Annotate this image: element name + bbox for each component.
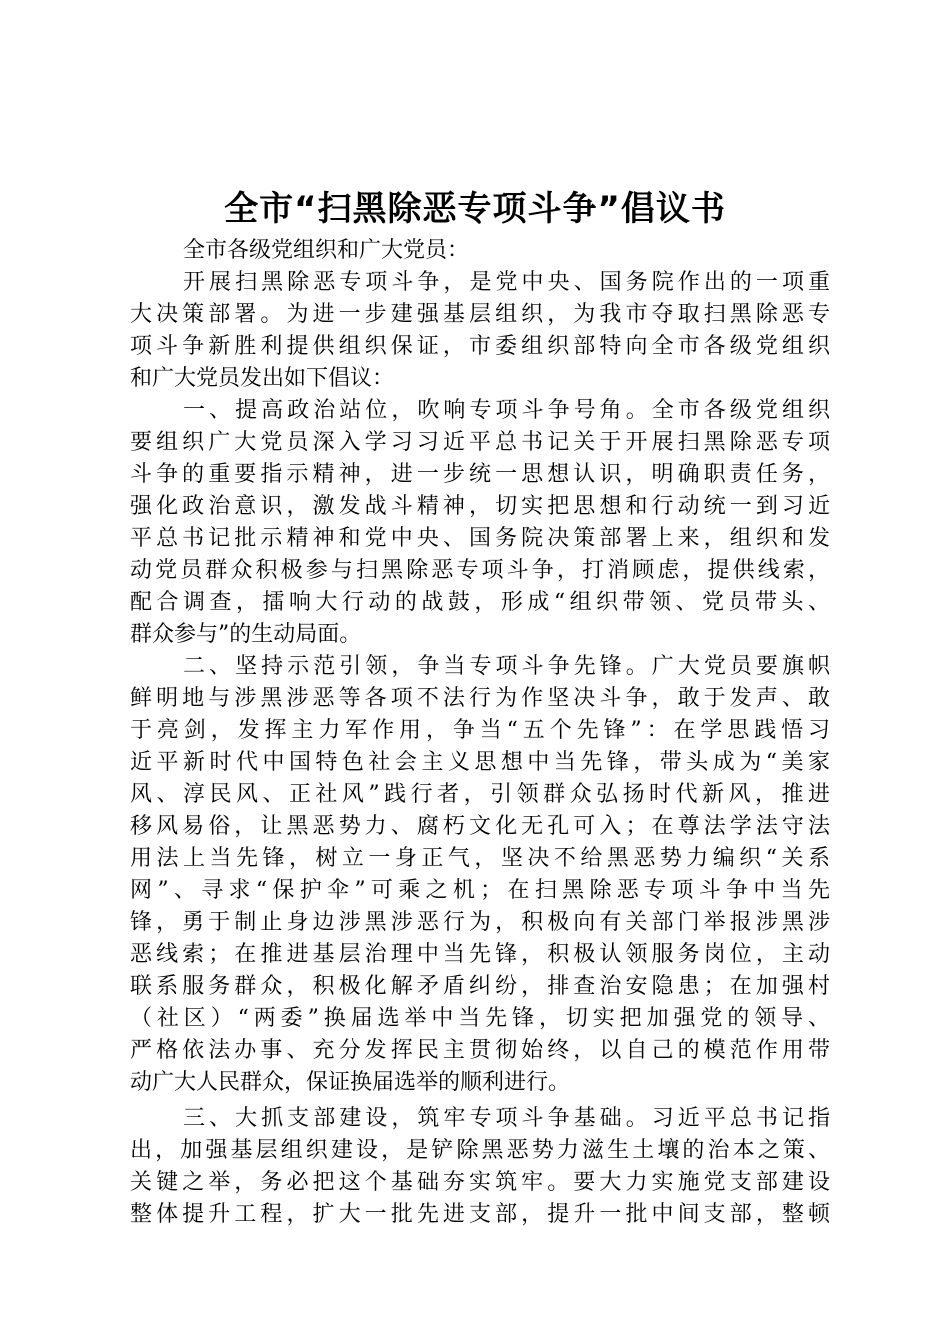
body-line: 项斗争新胜利提供组织保证，市委组织部特向全市各级党组织 — [130, 334, 830, 359]
body-line: 群众参与”的生动局面。 — [130, 622, 362, 647]
body-line: 风、淳民风、正社风”践行者，引领群众弘扬时代新风，推进 — [130, 782, 830, 807]
body-line: 动党员群众积极参与扫黑除恶专项斗争，打消顾虑，提供线索， — [130, 558, 830, 583]
body-line: 联系服务群众，积极化解矛盾纠纷，排查治安隐患；在加强村 — [130, 974, 830, 999]
section-heading-line: 一、提高政治站位，吹响专项斗争号角。全市各级党组织 — [183, 398, 830, 423]
body-line: 大决策部署。为进一步建强基层组织，为我市夺取扫黑除恶专 — [130, 302, 830, 327]
section-heading-line: 三、大抓支部建设，筑牢专项斗争基础。习近平总书记指 — [183, 1106, 830, 1131]
body-line: 锋，勇于制止身边涉黑涉恶行为，积极向有关部门举报涉黑涉 — [130, 910, 830, 935]
body-line: 动广大人民群众，保证换届选举的顺利进行。 — [130, 1070, 571, 1095]
body-line: 出，加强基层组织建设，是铲除黑恶势力滋生土壤的治本之策、 — [130, 1138, 830, 1163]
body-line: 和广大党员发出如下倡议： — [130, 366, 395, 391]
body-line: 移风易俗，让黑恶势力、腐朽文化无孔可入；在尊法学法守法 — [130, 814, 830, 839]
body-line: 整体提升工程，扩大一批先进支部，提升一批中间支部，整顿 — [130, 1202, 830, 1227]
body-line: 强化政治意识，激发战斗精神，切实把思想和行动统一到习近 — [130, 494, 830, 519]
document-title: 全市“扫黑除恶专项斗争”倡议书 — [224, 189, 726, 229]
body-line: 开展扫黑除恶专项斗争，是党中央、国务院作出的一项重 — [183, 270, 830, 295]
body-line: 鲜明地与涉黑涉恶等各项不法行为作坚决斗争，敢于发声、敢 — [130, 686, 830, 711]
body-line: 关键之举，务必把这个基础夯实筑牢。要大力实施党支部建设 — [130, 1170, 830, 1195]
salutation-line: 全市各级党组织和广大党员： — [183, 238, 470, 263]
body-line: 恶线索；在推进基层治理中当先锋，积极认领服务岗位，主动 — [130, 942, 830, 967]
body-line: 严格依法办事、充分发挥民主贯彻始终，以自己的模范作用带 — [130, 1038, 830, 1063]
body-line: 近平新时代中国特色社会主义思想中当先锋，带头成为“美家 — [130, 750, 830, 775]
body-line: 用法上当先锋，树立一身正气，坚决不给黑恶势力编织“关系 — [130, 846, 830, 871]
body-line: 网”、寻求“保护伞”可乘之机；在扫黑除恶专项斗争中当先 — [130, 878, 830, 903]
body-line: 要组织广大党员深入学习习近平总书记关于开展扫黑除恶专项 — [130, 430, 830, 455]
body-line: 斗争的重要指示精神，进一步统一思想认识，明确职责任务， — [130, 462, 830, 487]
body-line: 于亮剑，发挥主力军作用，争当“五个先锋”：在学思践悟习 — [130, 718, 830, 743]
body-line: （社区）“两委”换届选举中当先锋，切实把加强党的领导、 — [130, 1006, 830, 1031]
body-line: 配合调查，擂响大行动的战鼓，形成“组织带领、党员带头、 — [130, 590, 830, 615]
section-heading-line: 二、坚持示范引领，争当专项斗争先锋。广大党员要旗帜 — [183, 654, 830, 679]
body-line: 平总书记批示精神和党中央、国务院决策部署上来，组织和发 — [130, 526, 830, 551]
